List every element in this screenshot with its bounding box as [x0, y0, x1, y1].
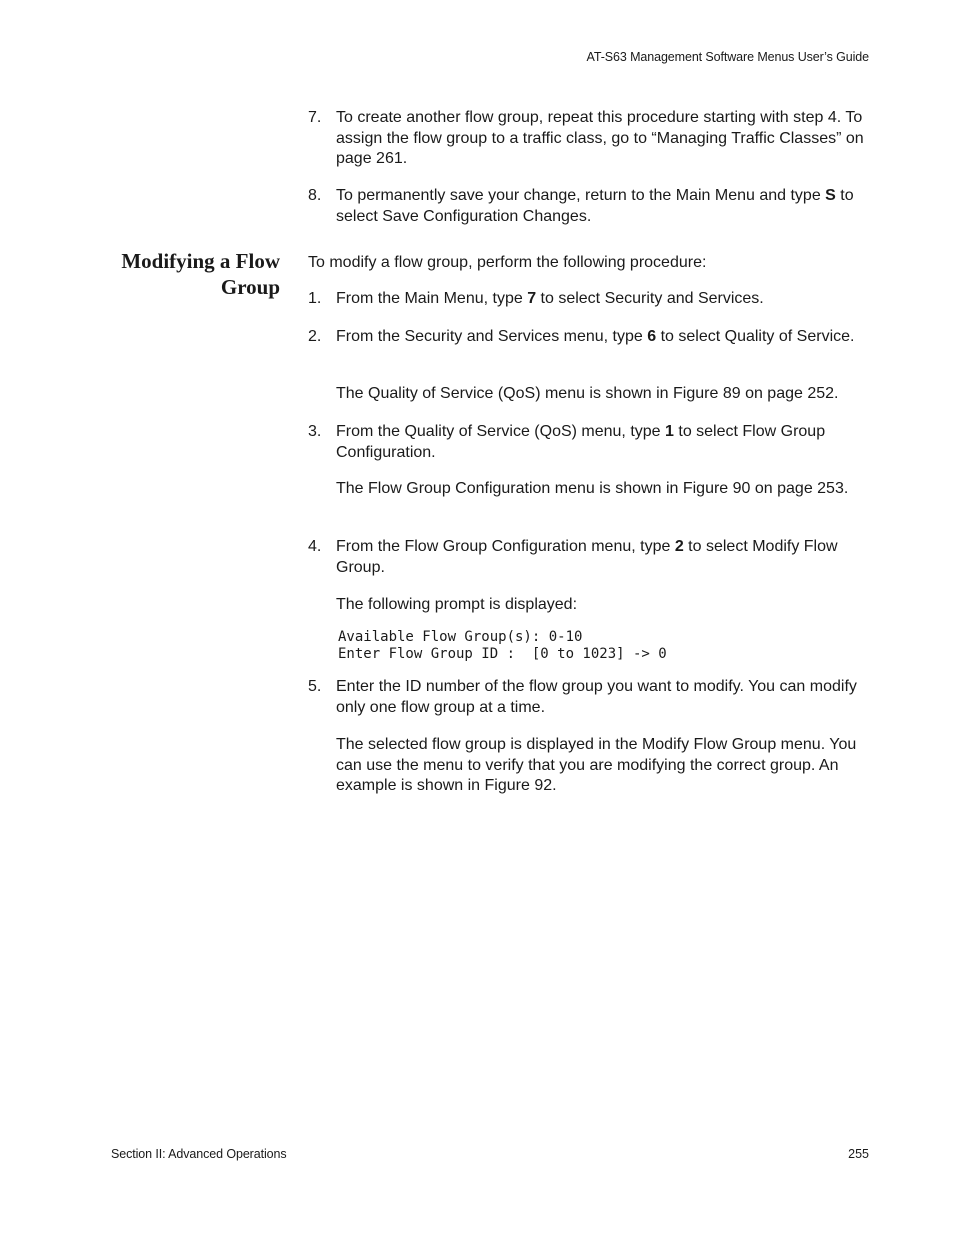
step-number: 4.	[308, 538, 322, 555]
running-header: AT-S63 Management Software Menus User’s Guide	[586, 50, 869, 64]
footer-section: Section II: Advanced Operations	[111, 1147, 287, 1161]
step-number: 3.	[308, 423, 322, 440]
step-number: 8.	[308, 187, 322, 204]
code-block	[338, 629, 667, 663]
key-letter: 6	[647, 328, 657, 345]
step-text: From the Security and Services menu, type 6 to select Quality of Service.	[336, 328, 855, 345]
step-note: The Flow Group Configuration menu is shown in Figure 90 on page 253.	[336, 480, 849, 497]
key-letter: 2	[674, 538, 684, 555]
step-number: 2.	[308, 328, 322, 345]
step-text: To create another flow group, repeat this procedure starting with step 4. To assign the flow group to a traffic class, go to “Managing Traffic Classes” on page 261.	[336, 109, 864, 167]
section-heading: Modifying a Flow Group	[121, 249, 280, 299]
step-number: 7.	[308, 109, 322, 126]
step-text: From the Flow Group Configuration menu, type 2 to select Modify Flow Group.	[336, 538, 838, 576]
step-number: 5.	[308, 678, 322, 695]
step-note: The following prompt is displayed:	[336, 596, 578, 613]
step-note: The selected flow group is displayed in the Modify Flow Group menu. You can use the menu to verify that you are modifying the correct group. An example is shown in Figure 92.	[336, 736, 857, 794]
step-text: To permanently save your change, return to the Main Menu and type S to select Save Configuration Changes.	[336, 187, 854, 225]
section-intro: To modify a flow group, perform the following procedure:	[308, 254, 707, 271]
step-note: The Quality of Service (QoS) menu is shown in Figure 89 on page 252.	[336, 385, 839, 402]
step-number: 1.	[308, 290, 322, 307]
key-letter: 7	[527, 290, 537, 307]
key-letter: S	[825, 187, 836, 204]
page-number: 255	[848, 1147, 869, 1161]
code-line: Enter Flow Group ID : [0 to 1023] -> 0	[338, 646, 667, 662]
step-text: Enter the ID number of the flow group you want to modify. You can modify only one flow group at a time.	[336, 678, 857, 716]
step-text: From the Main Menu, type 7 to select Security and Services.	[336, 290, 764, 307]
key-letter: 1	[665, 423, 674, 440]
code-line: Available Flow Group(s): 0-10	[338, 629, 583, 645]
step-text: From the Quality of Service (QoS) menu, type 1 to select Flow Group Configuration.	[336, 423, 826, 461]
